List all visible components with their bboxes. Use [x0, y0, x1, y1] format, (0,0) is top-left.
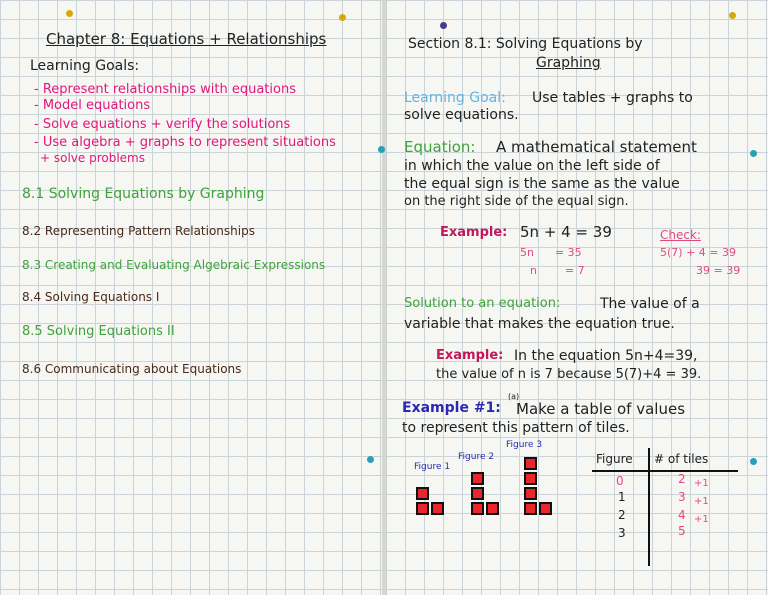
section-title: Section 8.1: Solving Equations by — [408, 36, 643, 52]
learning-goals-heading: Learning Goals: — [30, 58, 140, 74]
learning-goal-item: - Solve equations + verify the solutions — [34, 117, 291, 132]
pin-icon — [729, 12, 736, 19]
figure-3-tile — [524, 487, 537, 500]
section-title: Graphing — [536, 55, 601, 71]
check-label: Check: — [660, 228, 701, 242]
equation-definition: on the right side of the equal sign. — [404, 194, 629, 209]
learning-goal-item: - Model equations — [34, 98, 151, 113]
pin-icon — [378, 146, 385, 153]
section-item: 8.3 Creating and Evaluating Algebraic Expressions — [22, 258, 326, 272]
table-column-rule — [648, 448, 650, 566]
table-header-tiles: # of tiles — [654, 452, 709, 466]
example-part-marker: (a) — [508, 392, 520, 401]
figure-label: Figure 2 — [458, 452, 495, 462]
figure-3-tile — [524, 502, 537, 515]
solution-definition: variable that makes the equation true. — [404, 316, 675, 332]
left-chart-paper — [0, 0, 382, 595]
section-item: 8.6 Communicating about Equations — [22, 362, 242, 376]
example-1-label: Example #1: — [402, 400, 501, 416]
table-header-rule — [592, 470, 738, 472]
example-equation: 5n + 4 = 39 — [520, 223, 612, 241]
table-difference: +1 — [694, 496, 709, 507]
learning-goal-text: Use tables + graphs to — [532, 90, 693, 106]
figure-2-tile — [471, 472, 484, 485]
table-tiles-value: 4 — [678, 508, 686, 522]
section-item: 8.4 Solving Equations I — [22, 290, 160, 304]
figure-1-tile — [431, 502, 444, 515]
example-text: the value of n is 7 because 5(7)+4 = 39. — [436, 367, 702, 382]
example-1-text: Make a table of values — [516, 400, 686, 418]
pin-icon — [750, 150, 757, 157]
equation-label: Equation: — [404, 138, 476, 156]
table-difference: +1 — [694, 514, 709, 525]
table-figure-value: 3 — [618, 526, 626, 540]
section-item: 8.1 Solving Equations by Graphing — [22, 186, 265, 202]
figure-label: Figure 3 — [506, 440, 543, 450]
learning-goal-item: + solve problems — [40, 151, 145, 165]
table-tiles-value: 5 — [678, 524, 686, 538]
table-figure-value: 2 — [618, 508, 626, 522]
example-label: Example: — [440, 225, 508, 240]
table-header-figure: Figure — [596, 452, 633, 466]
equation-definition: in which the value on the left side of — [404, 158, 660, 174]
pin-icon — [440, 22, 447, 29]
table-figure-value: 0 — [616, 474, 624, 488]
pin-icon — [367, 456, 374, 463]
figure-2-tile — [471, 487, 484, 500]
learning-goal-item: - Use algebra + graphs to represent situations — [34, 135, 336, 150]
learning-goal-label: Learning Goal: — [404, 90, 506, 106]
check-step: 39 = 39 — [696, 264, 741, 277]
right-chart-paper — [386, 0, 768, 595]
learning-goal-item: - Represent relationships with equations — [34, 82, 296, 97]
example-step: n = 7 — [530, 264, 585, 277]
example-text: In the equation 5n+4=39, — [514, 348, 698, 364]
figure-3-tile — [539, 502, 552, 515]
example-label: Example: — [436, 348, 504, 363]
section-item: 8.2 Representing Pattern Relationships — [22, 224, 255, 238]
table-figure-value: 1 — [618, 490, 626, 504]
check-step: 5(7) + 4 = 39 — [660, 246, 736, 259]
section-item: 8.5 Solving Equations II — [22, 324, 175, 339]
equation-definition: the equal sign is the same as the value — [404, 176, 680, 192]
learning-goal-text: solve equations. — [404, 107, 519, 123]
figure-3-tile — [524, 472, 537, 485]
example-step: 5n = 35 — [520, 246, 582, 259]
figure-1-tile — [416, 502, 429, 515]
pin-icon — [750, 458, 757, 465]
pin-icon — [66, 10, 73, 17]
figure-label: Figure 1 — [414, 462, 451, 472]
figure-2-tile — [471, 502, 484, 515]
example-1-text: to represent this pattern of tiles. — [402, 420, 630, 436]
figure-1-tile — [416, 487, 429, 500]
figure-2-tile — [486, 502, 499, 515]
solution-definition: The value of a — [600, 296, 700, 312]
solution-label: Solution to an equation: — [404, 296, 561, 311]
table-tiles-value: 2 — [678, 472, 686, 486]
figure-3-tile — [524, 457, 537, 470]
equation-definition: A mathematical statement — [496, 138, 697, 156]
chapter-title: Chapter 8: Equations + Relationships — [46, 30, 327, 48]
table-difference: +1 — [694, 478, 709, 489]
pin-icon — [339, 14, 346, 21]
table-tiles-value: 3 — [678, 490, 686, 504]
